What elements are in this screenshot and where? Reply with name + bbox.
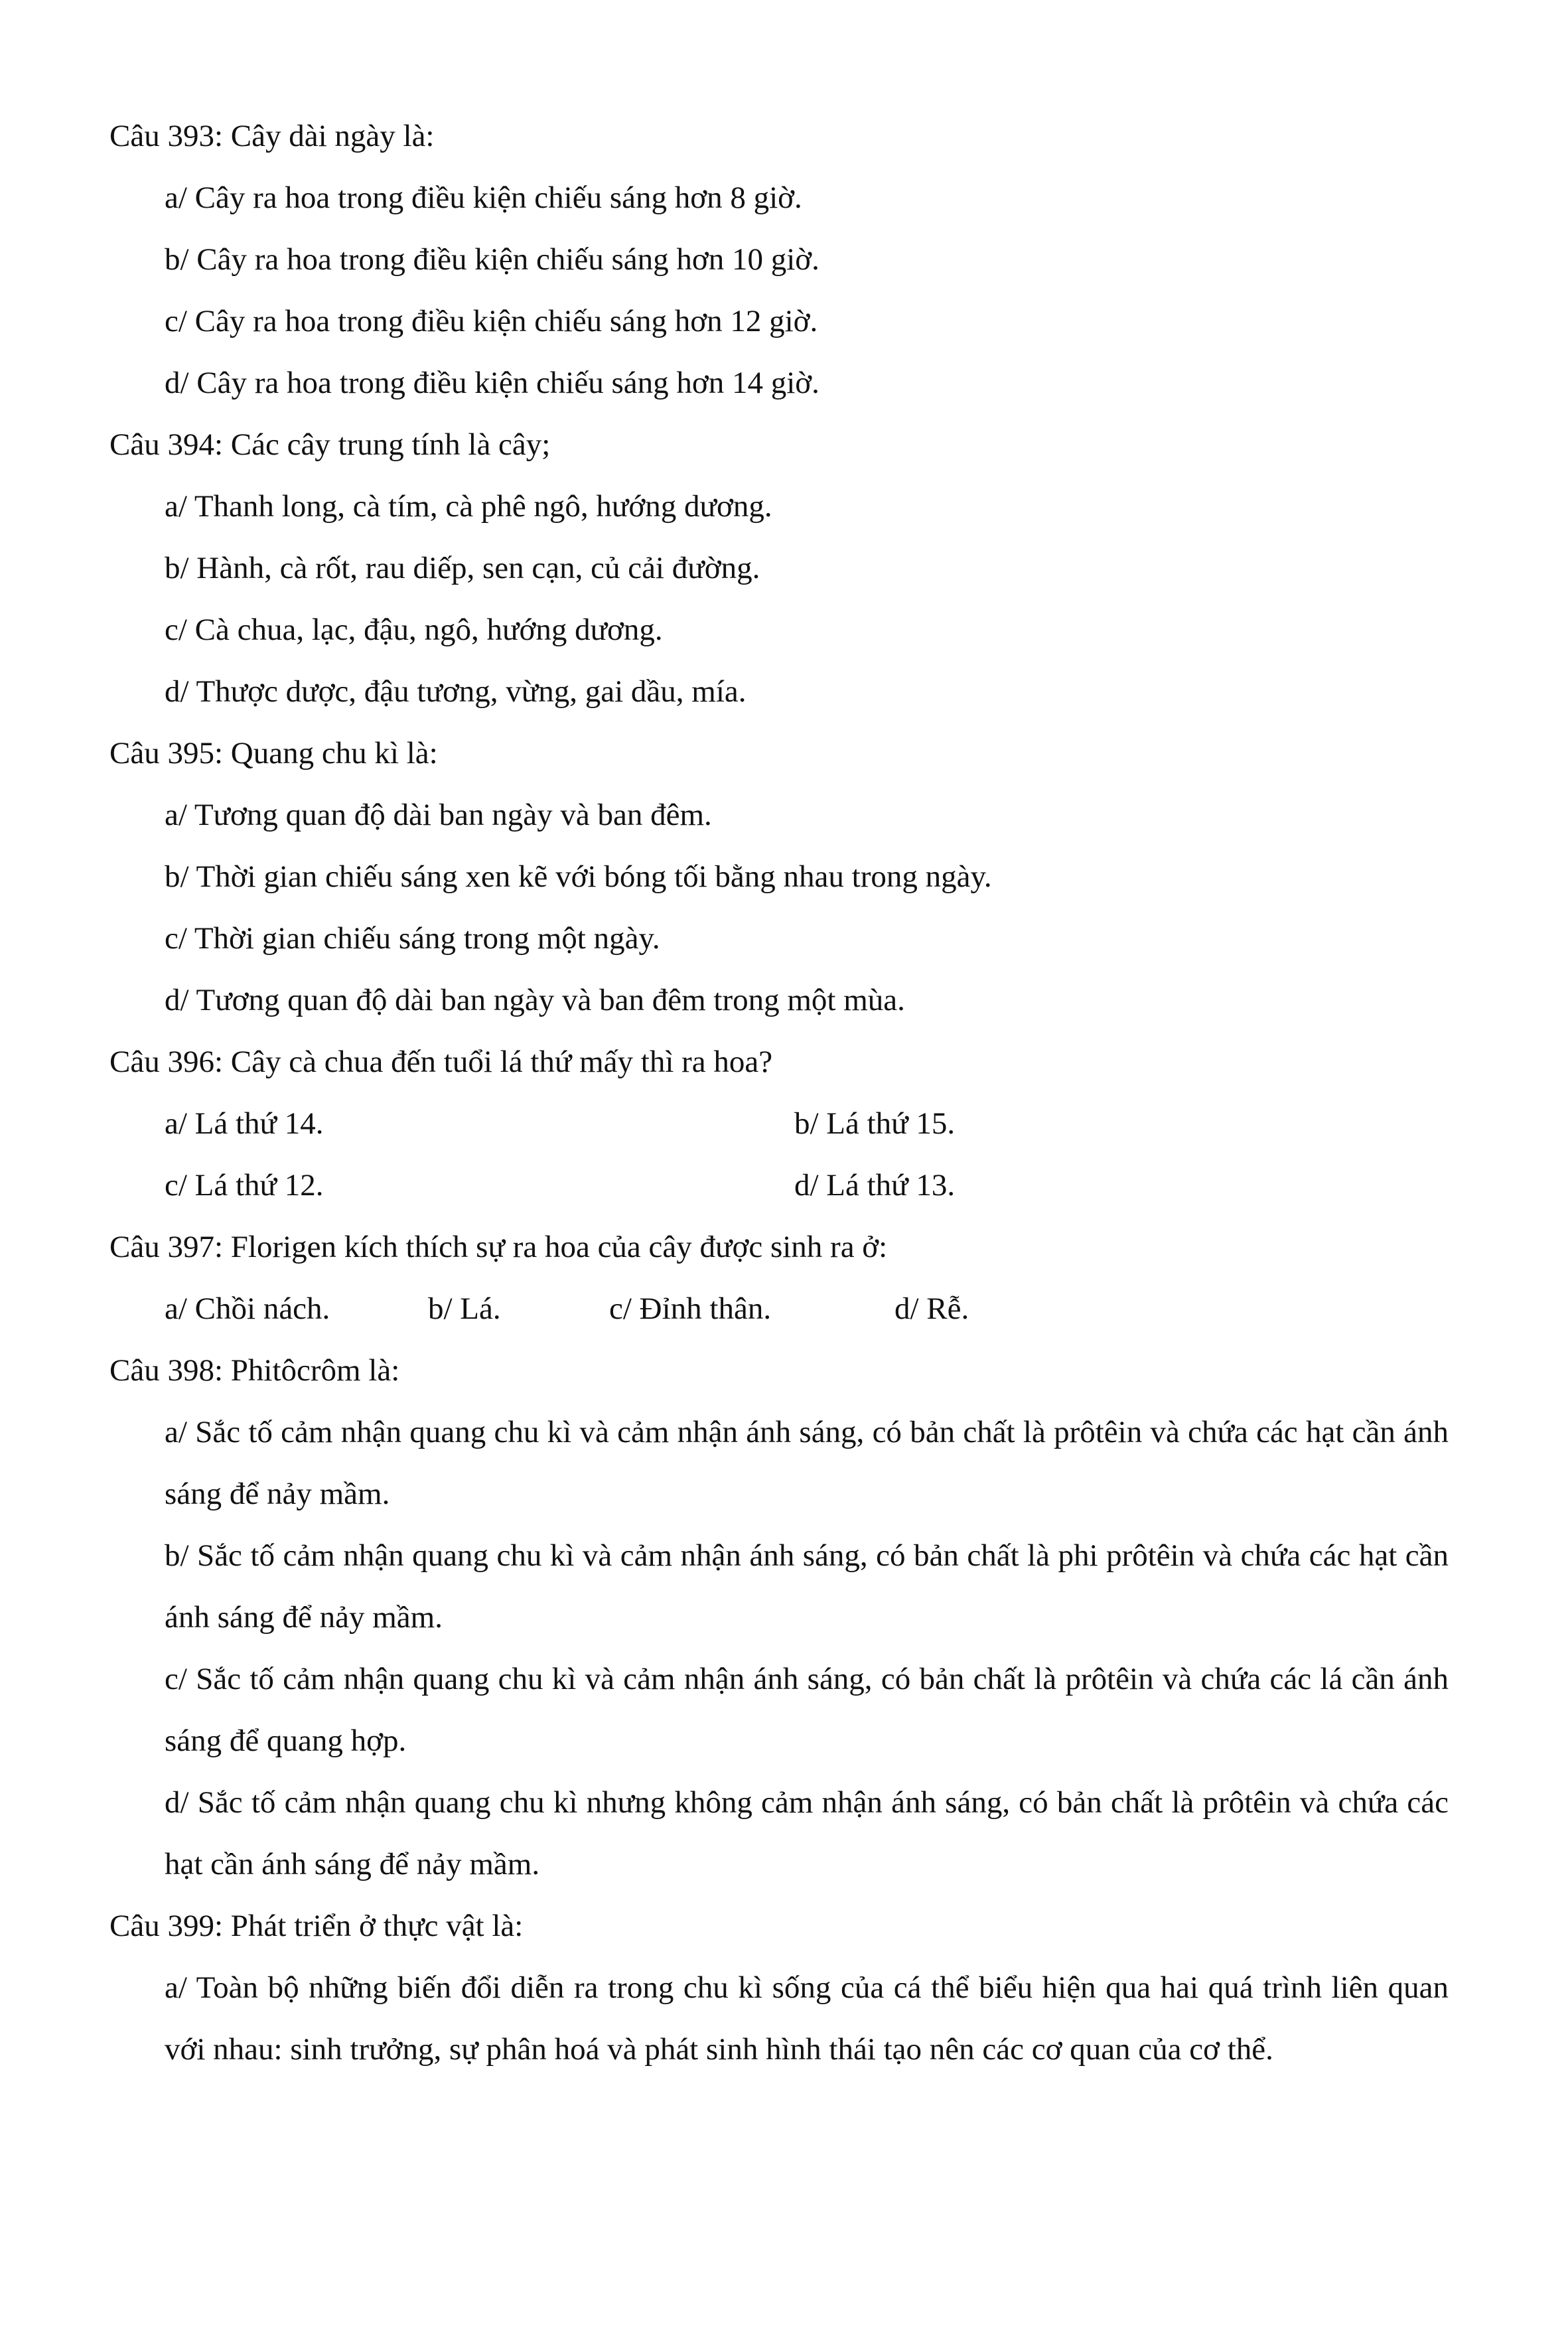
question-396-title: Câu 396: Cây cà chua đến tuổi lá thứ mấy thì ra hoa? — [109, 1045, 773, 1079]
question-398-option-d: d/ Sắc tố cảm nhận quang chu kì nhưng không cảm nhận ánh sáng, có bản chất là prôtêin và chứa các hạt cần ánh sáng để nảy mầm. — [165, 1785, 1449, 1881]
question-395-option-d: d/ Tương quan độ dài ban ngày và ban đêm trong một mùa. — [165, 983, 905, 1017]
question-394-option-b: b/ Hành, cà rốt, rau diếp, sen cạn, củ cải đường. — [165, 551, 760, 585]
question-393-option-d: d/ Cây ra hoa trong điều kiện chiếu sáng hơn 14 giờ. — [165, 366, 820, 400]
question-393-option-a: a/ Cây ra hoa trong điều kiện chiếu sáng hơn 8 giờ. — [165, 181, 802, 215]
question-393-title: Câu 393: Cây dài ngày là: — [109, 119, 435, 153]
question-396-option-c: c/ Lá thứ 12. — [165, 1168, 324, 1203]
question-398-option-b: b/ Sắc tố cảm nhận quang chu kì và cảm nhận ánh sáng, có bản chất là phi prôtêin và chứa các hạt cần ánh sáng để nảy mầm. — [165, 1538, 1449, 1635]
question-397-option-a: a/ Chồi nách. — [165, 1291, 330, 1326]
question-399-title: Câu 399: Phát triển ở thực vật là: — [109, 1909, 524, 1943]
question-398-title: Câu 398: Phitôcrôm là: — [109, 1353, 400, 1388]
question-395-option-a: a/ Tương quan độ dài ban ngày và ban đêm. — [165, 798, 712, 832]
question-399-option-a: a/ Toàn bộ những biến đổi diễn ra trong chu kì sống của cá thể biểu hiện qua hai quá trình liên quan với nhau: sinh trưởng, sự phân hoá và phát sinh hình thái tạo nên các cơ quan của cơ thể. — [165, 1970, 1449, 2067]
question-394-option-a: a/ Thanh long, cà tím, cà phê ngô, hướng dương. — [165, 489, 772, 524]
question-395-title: Câu 395: Quang chu kì là: — [109, 736, 438, 771]
question-393-option-b: b/ Cây ra hoa trong điều kiện chiếu sáng hơn 10 giờ. — [165, 242, 820, 277]
question-397-option-c: c/ Đỉnh thân. — [609, 1291, 772, 1326]
question-396-option-a: a/ Lá thứ 14. — [165, 1106, 324, 1141]
question-395-option-b: b/ Thời gian chiếu sáng xen kẽ với bóng tối bằng nhau trong ngày. — [165, 859, 992, 894]
question-394-title: Câu 394: Các cây trung tính là cây; — [109, 427, 551, 462]
question-397-option-b: b/ Lá. — [428, 1291, 501, 1326]
question-395-option-c: c/ Thời gian chiếu sáng trong một ngày. — [165, 921, 660, 956]
question-394-option-d: d/ Thược dược, đậu tương, vừng, gai dầu, mía. — [165, 674, 747, 709]
question-393-option-c: c/ Cây ra hoa trong điều kiện chiếu sáng hơn 12 giờ. — [165, 304, 818, 338]
question-396-option-b: b/ Lá thứ 15. — [794, 1106, 956, 1141]
question-396-option-d: d/ Lá thứ 13. — [794, 1168, 956, 1203]
question-398-option-a: a/ Sắc tố cảm nhận quang chu kì và cảm nhận ánh sáng, có bản chất là prôtêin và chứa các hạt cần ánh sáng để nảy mầm. — [165, 1415, 1449, 1511]
question-397-option-d: d/ Rễ. — [894, 1291, 969, 1326]
question-394-option-c: c/ Cà chua, lạc, đậu, ngô, hướng dương. — [165, 613, 663, 647]
question-398-option-c: c/ Sắc tố cảm nhận quang chu kì và cảm nhận ánh sáng, có bản chất là prôtêin và chứa các lá cần ánh sáng để quang hợp. — [165, 1662, 1449, 1758]
question-397-title: Câu 397: Florigen kích thích sự ra hoa của cây được sinh ra ở: — [109, 1230, 888, 1264]
